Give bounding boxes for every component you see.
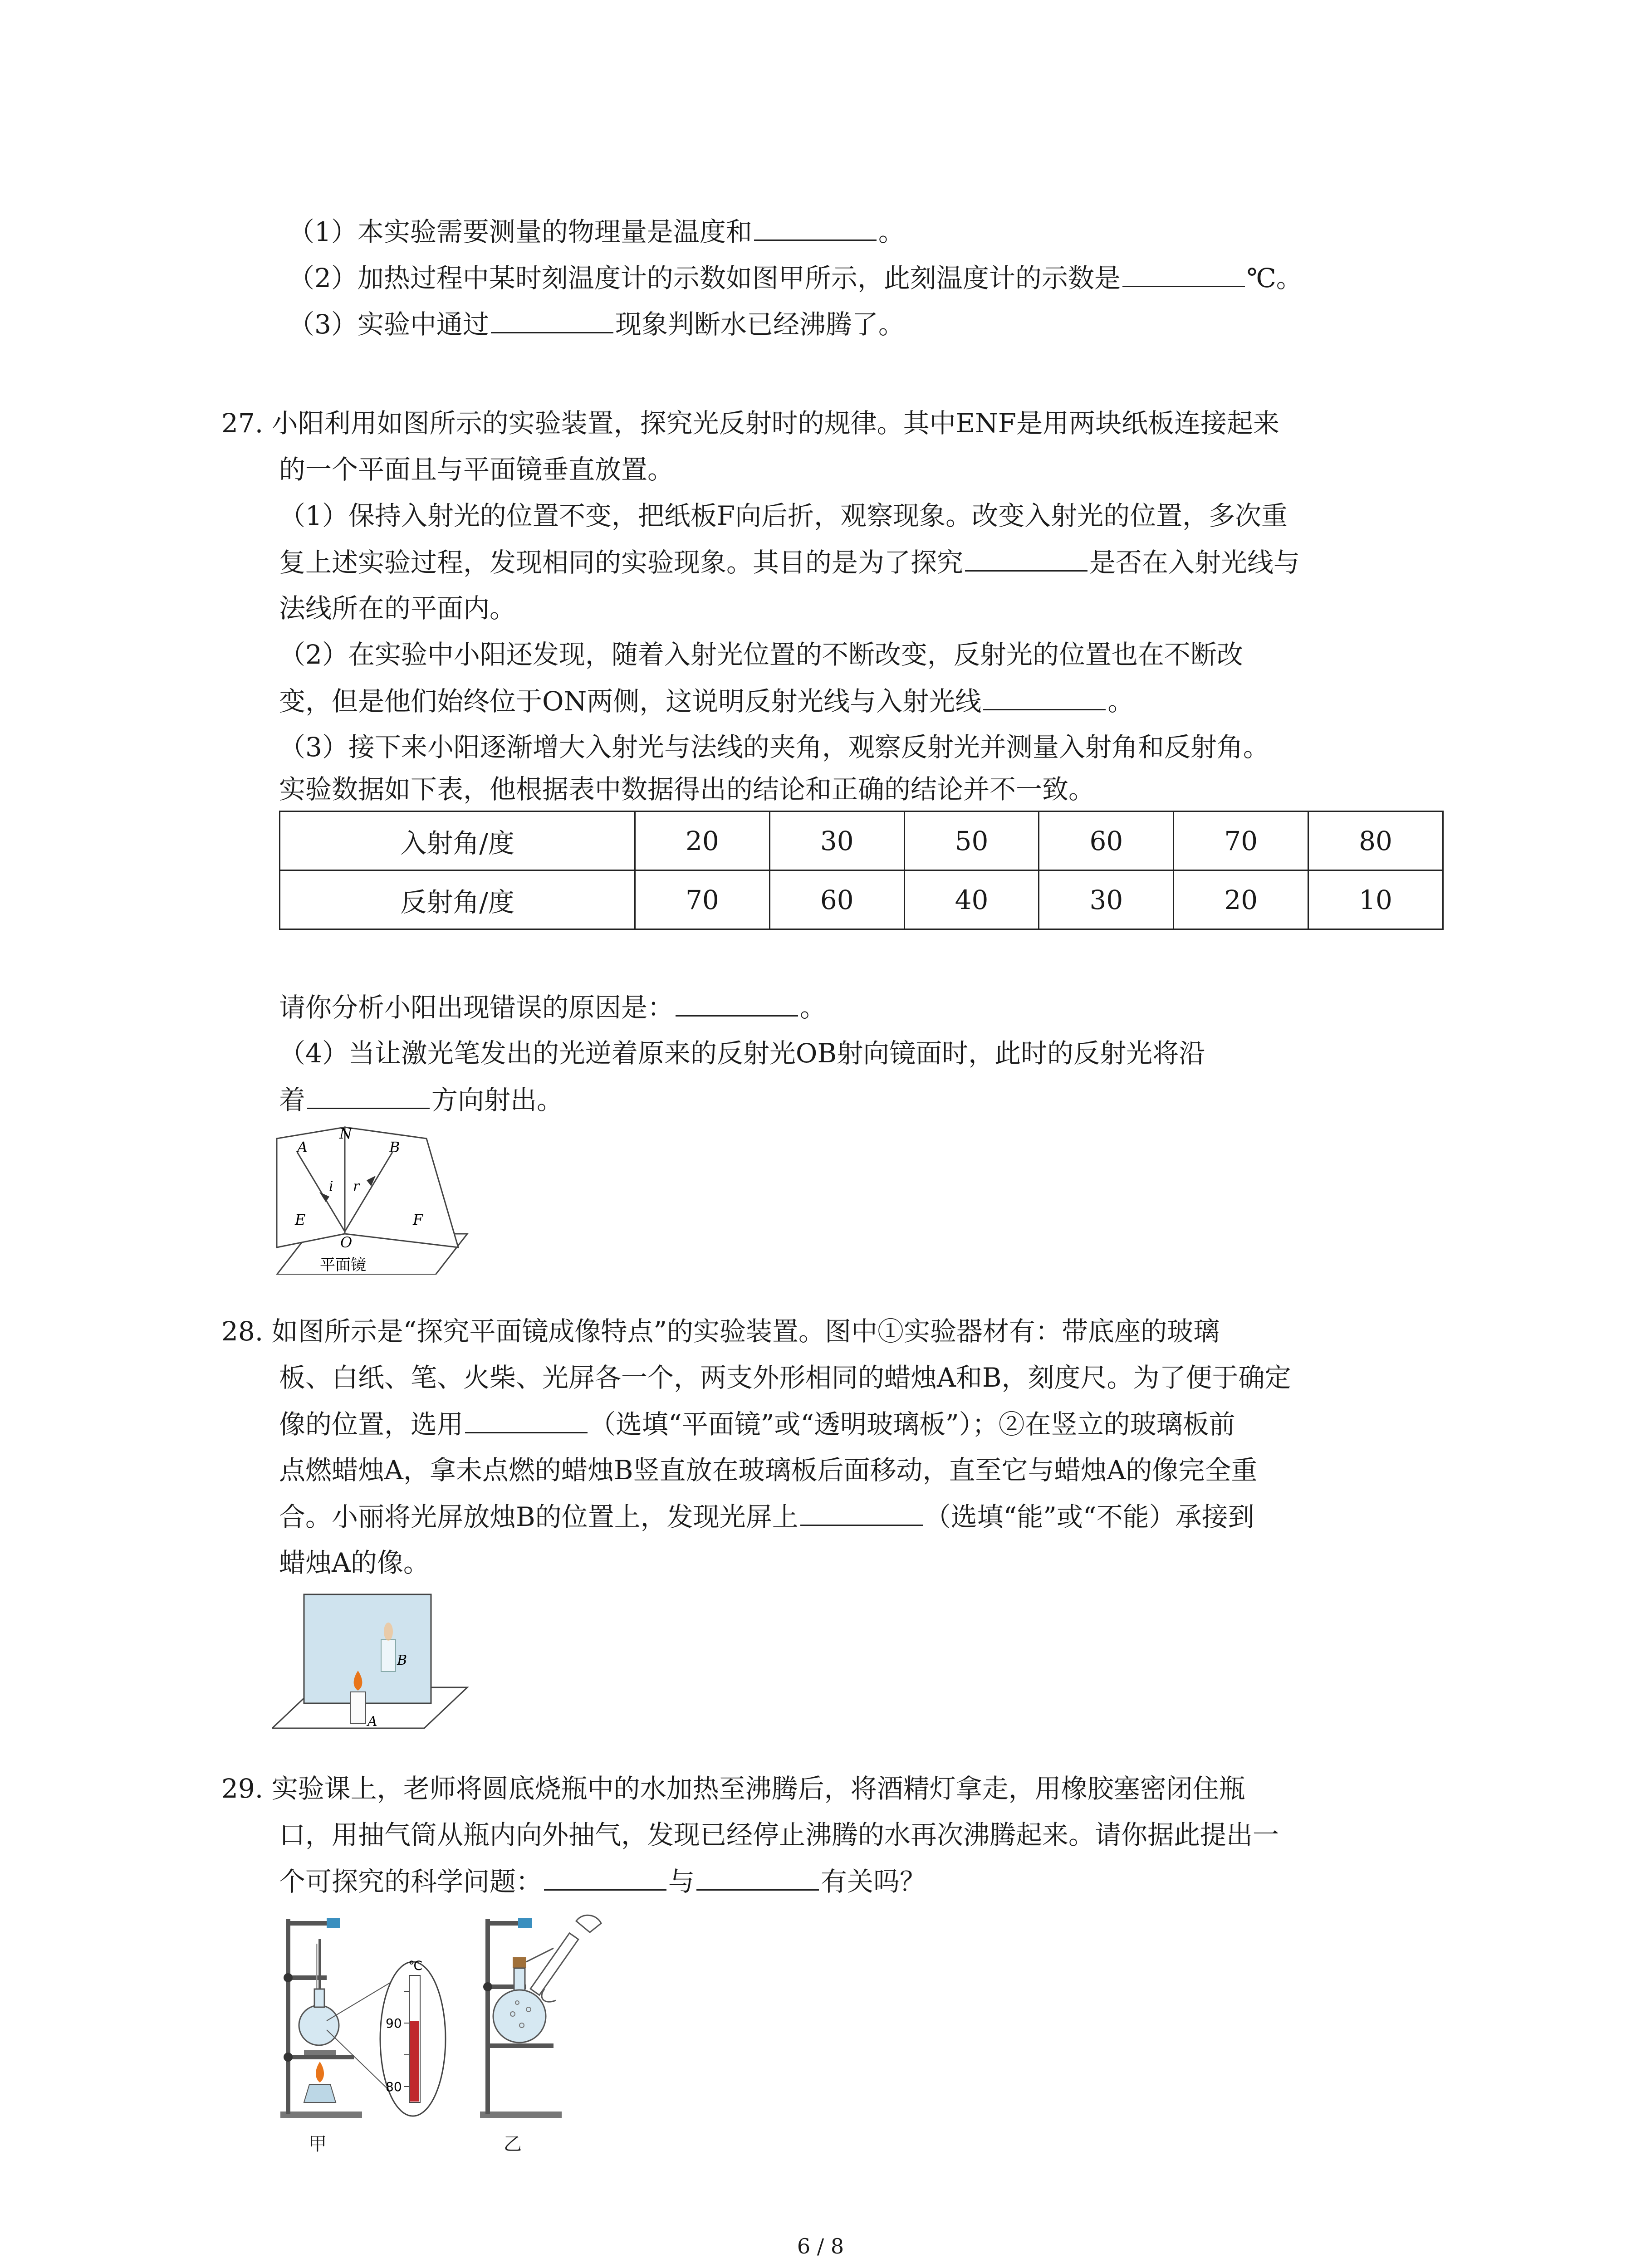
table-row: [280, 870, 1443, 929]
q26-item1: （1）本实验需要测量的物理量是温度和 。: [288, 213, 905, 250]
alcohol-lamp: [304, 2084, 336, 2102]
label-b: B: [397, 1652, 407, 1668]
angle-data-table: [279, 811, 1444, 930]
rubber-stopper: [513, 1957, 526, 1968]
q27-line12: 着 方向射出。: [279, 1081, 563, 1118]
table-cell: 10: [1308, 870, 1443, 929]
q27-line9: 实验数据如下表，他根据表中数据得出的结论和正确的结论并不一致。: [279, 774, 1095, 805]
stand-rod: [286, 1919, 290, 2114]
q28-line2: 板、白纸、笔、火柴、光屏各一个，两支外形相同的蜡烛A和B，刻度尺。为了便于确定: [279, 1362, 1291, 1393]
reflection-apparatus-figure: [272, 1125, 472, 1275]
table-cell: 20: [1174, 870, 1308, 929]
q27-line11: （4）当让激光笔发出的光逆着原来的反射光OB射向镜面时，此时的反射光将沿: [279, 1038, 1205, 1069]
q28-line1: 28. 如图所示是“探究平面镜成像特点”的实验装置。图中①实验器材有：带底座的玻璃: [221, 1316, 1220, 1347]
q27-line3: （1）保持入射光的位置不变，把纸板F向后折，观察现象。改变入射光的位置，多次重: [279, 500, 1288, 531]
table-row-label: 入射角/度: [280, 811, 635, 870]
q27-line8: （3）接下来小阳逐渐增大入射光与法线的夹角，观察反射光并测量入射角和反射角。: [279, 732, 1269, 763]
round-flask: [493, 1990, 546, 2043]
label-e: E: [295, 1211, 306, 1228]
answer-blank[interactable]: [544, 1863, 666, 1891]
pump-cylinder: [530, 1933, 578, 1995]
label-b: B: [389, 1139, 400, 1156]
mirror-caption: 平面镜: [320, 1256, 366, 1274]
table-cell: 60: [769, 870, 904, 929]
answer-blank[interactable]: [491, 306, 613, 333]
heating-apparatus-figure: [277, 1912, 463, 2121]
flame-icon: [316, 2062, 324, 2082]
label-r: r: [353, 1178, 360, 1194]
hand-icon: [542, 1989, 556, 2002]
answer-blank[interactable]: [465, 1406, 588, 1433]
tick-90: 90: [386, 2016, 402, 2031]
figure-caption-jia: 甲: [309, 2134, 327, 2155]
page-number: 6 / 8: [797, 2234, 844, 2258]
figure-caption-yi: 乙: [504, 2134, 522, 2155]
table-cell: 60: [1039, 811, 1174, 870]
answer-blank[interactable]: [983, 683, 1106, 710]
q27-line10: 请你分析小阳出现错误的原因是： 。: [279, 989, 826, 1026]
q28-line5: 合。小丽将光屏放烛B的位置上，发现光屏上 （选填“能”或“不能）承接到: [279, 1498, 1254, 1535]
label-n: N: [339, 1125, 352, 1142]
table-cell: 40: [904, 870, 1039, 929]
table-cell: 50: [904, 811, 1039, 870]
label-f: F: [413, 1211, 423, 1228]
label-o: O: [340, 1234, 353, 1251]
q26-item2: （2）加热过程中某时刻温度计的示数如图甲所示，此刻温度计的示数是 ℃。: [288, 259, 1303, 296]
stand-base: [480, 2112, 562, 2118]
q28-line4: 点燃蜡烛A，拿未点燃的蜡烛B竖直放在玻璃板后面移动，直至它与蜡烛A的像完全重: [279, 1455, 1258, 1486]
answer-blank[interactable]: [307, 1081, 430, 1109]
q26-item3: （3）实验中通过 现象判断水已经沸腾了。: [288, 306, 905, 342]
table-cell: 70: [635, 870, 770, 929]
answer-blank[interactable]: [965, 544, 1087, 572]
q27-line6: （2）在实验中小阳还发现，随着入射光位置的不断改变，反射光的位置也在不断改: [279, 639, 1243, 670]
label-a: A: [367, 1714, 377, 1730]
q29-line2: 口，用抽气筒从瓶内向外抽气，发现已经停止沸腾的水再次沸腾起来。请你据此提出一: [279, 1819, 1279, 1850]
table-cell: 20: [635, 811, 770, 870]
q27-line1: 27. 小阳利用如图所示的实验装置，探究光反射时的规律。其中ENF是用两块纸板连接起来: [221, 408, 1280, 439]
table-cell: 30: [769, 811, 904, 870]
q29-line1: 29. 实验课上，老师将圆底烧瓶中的水加热至沸腾后，将酒精灯拿走，用橡胶塞密闭住瓶: [221, 1773, 1245, 1804]
answer-blank[interactable]: [676, 989, 798, 1017]
answer-blank[interactable]: [754, 213, 877, 241]
thermometer-liquid: [410, 2021, 419, 2102]
table-cell: 30: [1039, 870, 1174, 929]
table-cell: 80: [1308, 811, 1443, 870]
q28-line6: 蜡烛A的像。: [279, 1547, 430, 1578]
q28-line3: 像的位置，选用 （选填“平面镜”或“透明玻璃板”）；②在竖立的玻璃板前: [279, 1406, 1235, 1442]
table-row-label: 反射角/度: [280, 870, 635, 929]
vacuum-pump-figure: [476, 1912, 626, 2121]
answer-blank[interactable]: [696, 1863, 819, 1891]
table-cell: 70: [1174, 811, 1308, 870]
label-a: A: [297, 1139, 308, 1156]
table-row: [280, 811, 1443, 870]
plane-mirror-figure: [272, 1590, 472, 1730]
q27-line5: 法线所在的平面内。: [279, 593, 516, 624]
glass-plate: [304, 1594, 431, 1703]
stand-base: [280, 2112, 362, 2118]
tick-80: 80: [386, 2079, 402, 2094]
stand-rod: [485, 1919, 490, 2114]
celsius-unit: ℃: [408, 1958, 423, 1973]
q27-line7: 变，但是他们始终位于ON两侧，这说明反射光线与入射光线 。: [279, 683, 1134, 719]
q29-line3: 个可探究的科学问题： 与 有关吗？: [279, 1863, 926, 1900]
label-i: i: [329, 1178, 333, 1194]
answer-blank[interactable]: [1122, 259, 1245, 287]
hand-icon: [576, 1915, 601, 1932]
q27-line4: 复上述实验过程，发现相同的实验现象。其目的是为了探究 是否在入射光线与: [279, 544, 1300, 581]
q27-line2: 的一个平面且与平面镜垂直放置。: [279, 454, 674, 485]
answer-blank[interactable]: [800, 1498, 923, 1526]
